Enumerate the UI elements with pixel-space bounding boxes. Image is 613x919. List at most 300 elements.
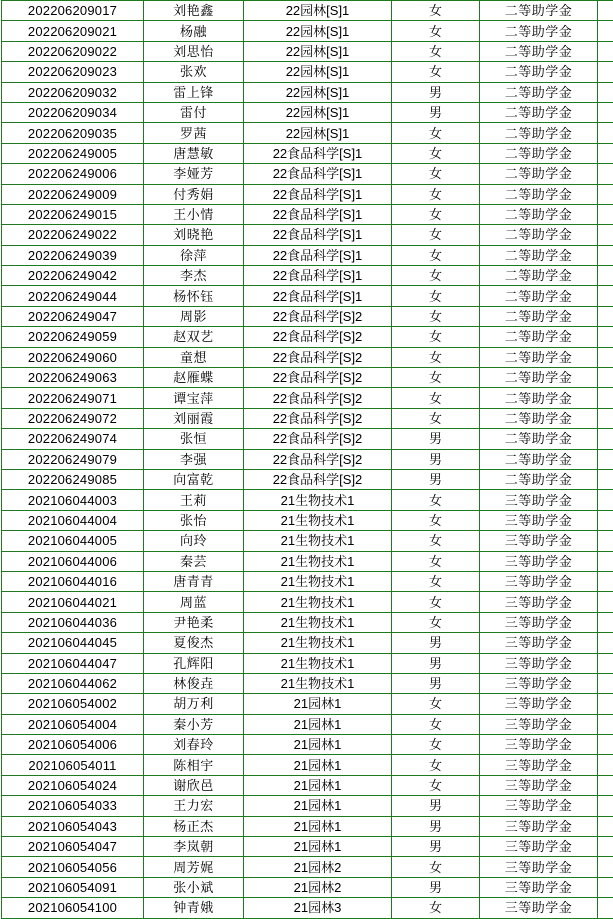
note-cell: [598, 388, 613, 408]
student-id-cell: 202206249072: [2, 408, 144, 428]
class-cell: 21园林1: [244, 714, 392, 734]
student-id-cell: 202206249074: [2, 429, 144, 449]
note-cell: [598, 184, 613, 204]
note-cell: [598, 245, 613, 265]
student-name-cell: 李强: [144, 449, 244, 469]
gender-cell: 女: [392, 612, 480, 632]
table-row: [2, 82, 613, 102]
table-row: [2, 184, 613, 204]
class-cell: 21园林2: [244, 877, 392, 897]
table-row: [2, 429, 613, 449]
award-cell: 二等助学金: [480, 123, 598, 143]
student-id-cell: 202206249042: [2, 266, 144, 286]
note-cell: [598, 62, 613, 82]
class-cell: 22食品科学[S]2: [244, 449, 392, 469]
class-cell: 22食品科学[S]1: [244, 204, 392, 224]
gender-cell: 男: [392, 673, 480, 693]
student-id-cell: 202206249005: [2, 143, 144, 163]
class-cell: 21园林1: [244, 755, 392, 775]
student-name-cell: 谢欣邑: [144, 775, 244, 795]
student-id-cell: 202206249047: [2, 306, 144, 326]
table-row: [2, 612, 613, 632]
student-name-cell: 胡万利: [144, 694, 244, 714]
class-cell: 21园林1: [244, 837, 392, 857]
gender-cell: 女: [392, 898, 480, 918]
class-cell: 22食品科学[S]2: [244, 327, 392, 347]
award-cell: 三等助学金: [480, 775, 598, 795]
table-row: [2, 755, 613, 775]
award-cell: 二等助学金: [480, 102, 598, 122]
student-name-cell: 林俊垚: [144, 673, 244, 693]
class-cell: 22食品科学[S]2: [244, 469, 392, 489]
student-name-cell: 雷上锋: [144, 82, 244, 102]
gender-cell: 女: [392, 408, 480, 428]
class-cell: 21园林3: [244, 898, 392, 918]
student-name-cell: 周蓝: [144, 592, 244, 612]
award-cell: 三等助学金: [480, 673, 598, 693]
award-cell: 三等助学金: [480, 633, 598, 653]
student-id-cell: 202206249015: [2, 204, 144, 224]
table-row: [2, 368, 613, 388]
award-cell: 二等助学金: [480, 449, 598, 469]
class-cell: 21园林2: [244, 857, 392, 877]
gender-cell: 女: [392, 531, 480, 551]
student-id-cell: 202106054024: [2, 775, 144, 795]
student-name-cell: 钟青娥: [144, 898, 244, 918]
student-id-cell: 202106044004: [2, 510, 144, 530]
student-name-cell: 王莉: [144, 490, 244, 510]
table-row: [2, 21, 613, 41]
gender-cell: 女: [392, 735, 480, 755]
student-name-cell: 赵双艺: [144, 327, 244, 347]
student-id-cell: 202106054056: [2, 857, 144, 877]
class-cell: 22食品科学[S]2: [244, 388, 392, 408]
gender-cell: 女: [392, 245, 480, 265]
table-row: [2, 225, 613, 245]
table-row: [2, 551, 613, 571]
award-cell: 三等助学金: [480, 816, 598, 836]
gender-cell: 女: [392, 164, 480, 184]
class-cell: 21生物技术1: [244, 612, 392, 632]
gender-cell: 女: [392, 592, 480, 612]
student-id-cell: 202206249063: [2, 368, 144, 388]
award-cell: 三等助学金: [480, 510, 598, 530]
note-cell: [598, 449, 613, 469]
table-row: [2, 714, 613, 734]
award-cell: 二等助学金: [480, 21, 598, 41]
gender-cell: 女: [392, 694, 480, 714]
note-cell: [598, 286, 613, 306]
class-cell: 21园林1: [244, 775, 392, 795]
student-id-cell: 202106054004: [2, 714, 144, 734]
award-cell: 三等助学金: [480, 755, 598, 775]
student-name-cell: 李杰: [144, 266, 244, 286]
student-name-cell: 赵雁蝶: [144, 368, 244, 388]
class-cell: 21园林1: [244, 816, 392, 836]
student-id-cell: 202206249006: [2, 164, 144, 184]
student-name-cell: 杨融: [144, 21, 244, 41]
award-cell: 二等助学金: [480, 306, 598, 326]
student-id-cell: 202206249022: [2, 225, 144, 245]
class-cell: 22园林[S]1: [244, 1, 392, 21]
award-cell: 二等助学金: [480, 1, 598, 21]
student-id-cell: 202206209017: [2, 1, 144, 21]
student-id-cell: 202106054002: [2, 694, 144, 714]
student-name-cell: 刘艳鑫: [144, 1, 244, 21]
gender-cell: 女: [392, 204, 480, 224]
table-row: [2, 41, 613, 61]
gender-cell: 男: [392, 877, 480, 897]
class-cell: 21生物技术1: [244, 673, 392, 693]
gender-cell: 女: [392, 510, 480, 530]
note-cell: [598, 612, 613, 632]
gender-cell: 男: [392, 816, 480, 836]
student-id-cell: 202106054043: [2, 816, 144, 836]
student-name-cell: 秦芸: [144, 551, 244, 571]
table-row: [2, 204, 613, 224]
gender-cell: 女: [392, 184, 480, 204]
class-cell: 21生物技术1: [244, 592, 392, 612]
student-name-cell: 张恒: [144, 429, 244, 449]
note-cell: [598, 775, 613, 795]
student-name-cell: 杨怀钰: [144, 286, 244, 306]
gender-cell: 女: [392, 347, 480, 367]
class-cell: 21园林1: [244, 735, 392, 755]
note-cell: [598, 266, 613, 286]
student-name-cell: 向富乾: [144, 469, 244, 489]
table-row: [2, 735, 613, 755]
student-id-cell: 202206249060: [2, 347, 144, 367]
award-cell: 二等助学金: [480, 245, 598, 265]
award-cell: 二等助学金: [480, 408, 598, 428]
note-cell: [598, 1, 613, 21]
note-cell: [598, 143, 613, 163]
gender-cell: 男: [392, 449, 480, 469]
note-cell: [598, 837, 613, 857]
student-name-cell: 向玲: [144, 531, 244, 551]
student-id-cell: 202206249044: [2, 286, 144, 306]
class-cell: 22食品科学[S]2: [244, 408, 392, 428]
student-id-cell: 202206249085: [2, 469, 144, 489]
class-cell: 22食品科学[S]1: [244, 266, 392, 286]
class-cell: 22食品科学[S]2: [244, 429, 392, 449]
table-row: [2, 571, 613, 591]
table-row: [2, 837, 613, 857]
note-cell: [598, 82, 613, 102]
student-name-cell: 刘春玲: [144, 735, 244, 755]
student-id-cell: 202106054006: [2, 735, 144, 755]
student-id-cell: 202206249039: [2, 245, 144, 265]
student-id-cell: 202106044016: [2, 571, 144, 591]
note-cell: [598, 633, 613, 653]
table-row: [2, 286, 613, 306]
class-cell: 21生物技术1: [244, 551, 392, 571]
gender-cell: 女: [392, 306, 480, 326]
student-name-cell: 唐慧敏: [144, 143, 244, 163]
student-id-cell: 202106054047: [2, 837, 144, 857]
table-row: [2, 102, 613, 122]
class-cell: 22食品科学[S]2: [244, 306, 392, 326]
gender-cell: 女: [392, 714, 480, 734]
gender-cell: 男: [392, 837, 480, 857]
award-cell: 二等助学金: [480, 225, 598, 245]
student-id-cell: 202106054033: [2, 796, 144, 816]
award-cell: 三等助学金: [480, 857, 598, 877]
table-row: [2, 877, 613, 897]
student-id-cell: 202106054100: [2, 898, 144, 918]
note-cell: [598, 735, 613, 755]
gender-cell: 女: [392, 143, 480, 163]
student-name-cell: 唐青青: [144, 571, 244, 591]
class-cell: 22食品科学[S]1: [244, 225, 392, 245]
class-cell: 22园林[S]1: [244, 123, 392, 143]
award-cell: 三等助学金: [480, 735, 598, 755]
note-cell: [598, 123, 613, 143]
roster-table-body: [2, 1, 613, 919]
student-name-cell: 张欢: [144, 62, 244, 82]
note-cell: [598, 408, 613, 428]
student-name-cell: 秦小芳: [144, 714, 244, 734]
student-id-cell: 202106044036: [2, 612, 144, 632]
class-cell: 22食品科学[S]2: [244, 368, 392, 388]
class-cell: 22园林[S]1: [244, 62, 392, 82]
note-cell: [598, 551, 613, 571]
note-cell: [598, 592, 613, 612]
table-row: [2, 62, 613, 82]
gender-cell: 女: [392, 286, 480, 306]
class-cell: 22园林[S]1: [244, 82, 392, 102]
award-cell: 二等助学金: [480, 82, 598, 102]
gender-cell: 男: [392, 102, 480, 122]
table-row: [2, 531, 613, 551]
gender-cell: 女: [392, 775, 480, 795]
student-id-cell: 202106054091: [2, 877, 144, 897]
award-cell: 二等助学金: [480, 388, 598, 408]
award-cell: 二等助学金: [480, 184, 598, 204]
gender-cell: 女: [392, 266, 480, 286]
table-row: [2, 673, 613, 693]
gender-cell: 女: [392, 123, 480, 143]
class-cell: 22食品科学[S]1: [244, 143, 392, 163]
note-cell: [598, 204, 613, 224]
student-name-cell: 付秀娟: [144, 184, 244, 204]
table-row: [2, 816, 613, 836]
class-cell: 22园林[S]1: [244, 102, 392, 122]
award-cell: 二等助学金: [480, 327, 598, 347]
note-cell: [598, 857, 613, 877]
award-cell: 二等助学金: [480, 429, 598, 449]
award-cell: 三等助学金: [480, 490, 598, 510]
class-cell: 21生物技术1: [244, 571, 392, 591]
note-cell: [598, 469, 613, 489]
note-cell: [598, 510, 613, 530]
student-name-cell: 周芳娓: [144, 857, 244, 877]
table-row: [2, 633, 613, 653]
student-id-cell: 202106044021: [2, 592, 144, 612]
award-cell: 三等助学金: [480, 571, 598, 591]
award-cell: 三等助学金: [480, 592, 598, 612]
student-id-cell: 202206209022: [2, 41, 144, 61]
class-cell: 21生物技术1: [244, 490, 392, 510]
class-cell: 21园林1: [244, 796, 392, 816]
student-name-cell: 刘思怡: [144, 41, 244, 61]
class-cell: 22园林[S]1: [244, 21, 392, 41]
note-cell: [598, 673, 613, 693]
table-row: [2, 857, 613, 877]
award-cell: 三等助学金: [480, 837, 598, 857]
scholarship-roster-table: [1, 0, 613, 919]
gender-cell: 女: [392, 490, 480, 510]
award-cell: 二等助学金: [480, 41, 598, 61]
table-row: [2, 510, 613, 530]
table-row: [2, 775, 613, 795]
table-row: [2, 266, 613, 286]
note-cell: [598, 102, 613, 122]
student-id-cell: 202206249071: [2, 388, 144, 408]
award-cell: 二等助学金: [480, 469, 598, 489]
award-cell: 三等助学金: [480, 694, 598, 714]
student-id-cell: 202206249059: [2, 327, 144, 347]
class-cell: 22食品科学[S]2: [244, 347, 392, 367]
gender-cell: 女: [392, 857, 480, 877]
award-cell: 三等助学金: [480, 551, 598, 571]
student-name-cell: 张小斌: [144, 877, 244, 897]
award-cell: 二等助学金: [480, 266, 598, 286]
table-row: [2, 306, 613, 326]
award-cell: 二等助学金: [480, 143, 598, 163]
table-row: [2, 592, 613, 612]
student-name-cell: 王力宏: [144, 796, 244, 816]
student-name-cell: 谭宝萍: [144, 388, 244, 408]
class-cell: 21生物技术1: [244, 653, 392, 673]
note-cell: [598, 796, 613, 816]
class-cell: 22食品科学[S]1: [244, 245, 392, 265]
gender-cell: 男: [392, 653, 480, 673]
student-id-cell: 202206249079: [2, 449, 144, 469]
student-name-cell: 刘晓艳: [144, 225, 244, 245]
student-id-cell: 202206209032: [2, 82, 144, 102]
table-row: [2, 408, 613, 428]
student-id-cell: 202106054011: [2, 755, 144, 775]
note-cell: [598, 898, 613, 918]
note-cell: [598, 429, 613, 449]
award-cell: 二等助学金: [480, 164, 598, 184]
note-cell: [598, 816, 613, 836]
student-id-cell: 202106044003: [2, 490, 144, 510]
gender-cell: 男: [392, 469, 480, 489]
class-cell: 22食品科学[S]1: [244, 184, 392, 204]
gender-cell: 女: [392, 368, 480, 388]
award-cell: 三等助学金: [480, 653, 598, 673]
note-cell: [598, 21, 613, 41]
gender-cell: 女: [392, 388, 480, 408]
student-id-cell: 202206209023: [2, 62, 144, 82]
note-cell: [598, 306, 613, 326]
table-row: [2, 796, 613, 816]
gender-cell: 男: [392, 633, 480, 653]
note-cell: [598, 41, 613, 61]
note-cell: [598, 694, 613, 714]
table-row: [2, 469, 613, 489]
award-cell: 三等助学金: [480, 877, 598, 897]
student-id-cell: 202106044005: [2, 531, 144, 551]
gender-cell: 女: [392, 551, 480, 571]
gender-cell: 女: [392, 62, 480, 82]
note-cell: [598, 347, 613, 367]
note-cell: [598, 368, 613, 388]
note-cell: [598, 490, 613, 510]
class-cell: 22食品科学[S]1: [244, 286, 392, 306]
note-cell: [598, 164, 613, 184]
note-cell: [598, 571, 613, 591]
note-cell: [598, 225, 613, 245]
gender-cell: 女: [392, 327, 480, 347]
award-cell: 二等助学金: [480, 204, 598, 224]
note-cell: [598, 877, 613, 897]
gender-cell: 男: [392, 82, 480, 102]
student-id-cell: 202206209034: [2, 102, 144, 122]
class-cell: 22食品科学[S]1: [244, 164, 392, 184]
class-cell: 21生物技术1: [244, 510, 392, 530]
student-id-cell: 202106044062: [2, 673, 144, 693]
table-row: [2, 327, 613, 347]
student-name-cell: 李岚朝: [144, 837, 244, 857]
student-name-cell: 杨正杰: [144, 816, 244, 836]
student-name-cell: 尹艳柔: [144, 612, 244, 632]
award-cell: 二等助学金: [480, 286, 598, 306]
student-name-cell: 王小情: [144, 204, 244, 224]
student-name-cell: 罗茜: [144, 123, 244, 143]
class-cell: 21生物技术1: [244, 531, 392, 551]
student-id-cell: 202206209021: [2, 21, 144, 41]
class-cell: 22园林[S]1: [244, 41, 392, 61]
student-name-cell: 孔辉阳: [144, 653, 244, 673]
gender-cell: 女: [392, 571, 480, 591]
award-cell: 三等助学金: [480, 898, 598, 918]
table-row: [2, 490, 613, 510]
gender-cell: 女: [392, 225, 480, 245]
award-cell: 二等助学金: [480, 368, 598, 388]
award-cell: 二等助学金: [480, 347, 598, 367]
note-cell: [598, 327, 613, 347]
gender-cell: 男: [392, 429, 480, 449]
student-name-cell: 夏俊杰: [144, 633, 244, 653]
award-cell: 三等助学金: [480, 714, 598, 734]
award-cell: 三等助学金: [480, 796, 598, 816]
gender-cell: 女: [392, 41, 480, 61]
table-row: [2, 694, 613, 714]
table-row: [2, 449, 613, 469]
award-cell: 三等助学金: [480, 531, 598, 551]
note-cell: [598, 653, 613, 673]
student-id-cell: 202206249009: [2, 184, 144, 204]
table-row: [2, 388, 613, 408]
class-cell: 21生物技术1: [244, 633, 392, 653]
student-name-cell: 徐萍: [144, 245, 244, 265]
student-name-cell: 陈相宇: [144, 755, 244, 775]
student-name-cell: 童想: [144, 347, 244, 367]
student-id-cell: 202106044047: [2, 653, 144, 673]
table-row: [2, 123, 613, 143]
student-name-cell: 雷付: [144, 102, 244, 122]
student-id-cell: 202106044006: [2, 551, 144, 571]
note-cell: [598, 714, 613, 734]
student-name-cell: 周影: [144, 306, 244, 326]
student-id-cell: 202206209035: [2, 123, 144, 143]
gender-cell: 女: [392, 1, 480, 21]
student-id-cell: 202106044045: [2, 633, 144, 653]
table-row: [2, 653, 613, 673]
